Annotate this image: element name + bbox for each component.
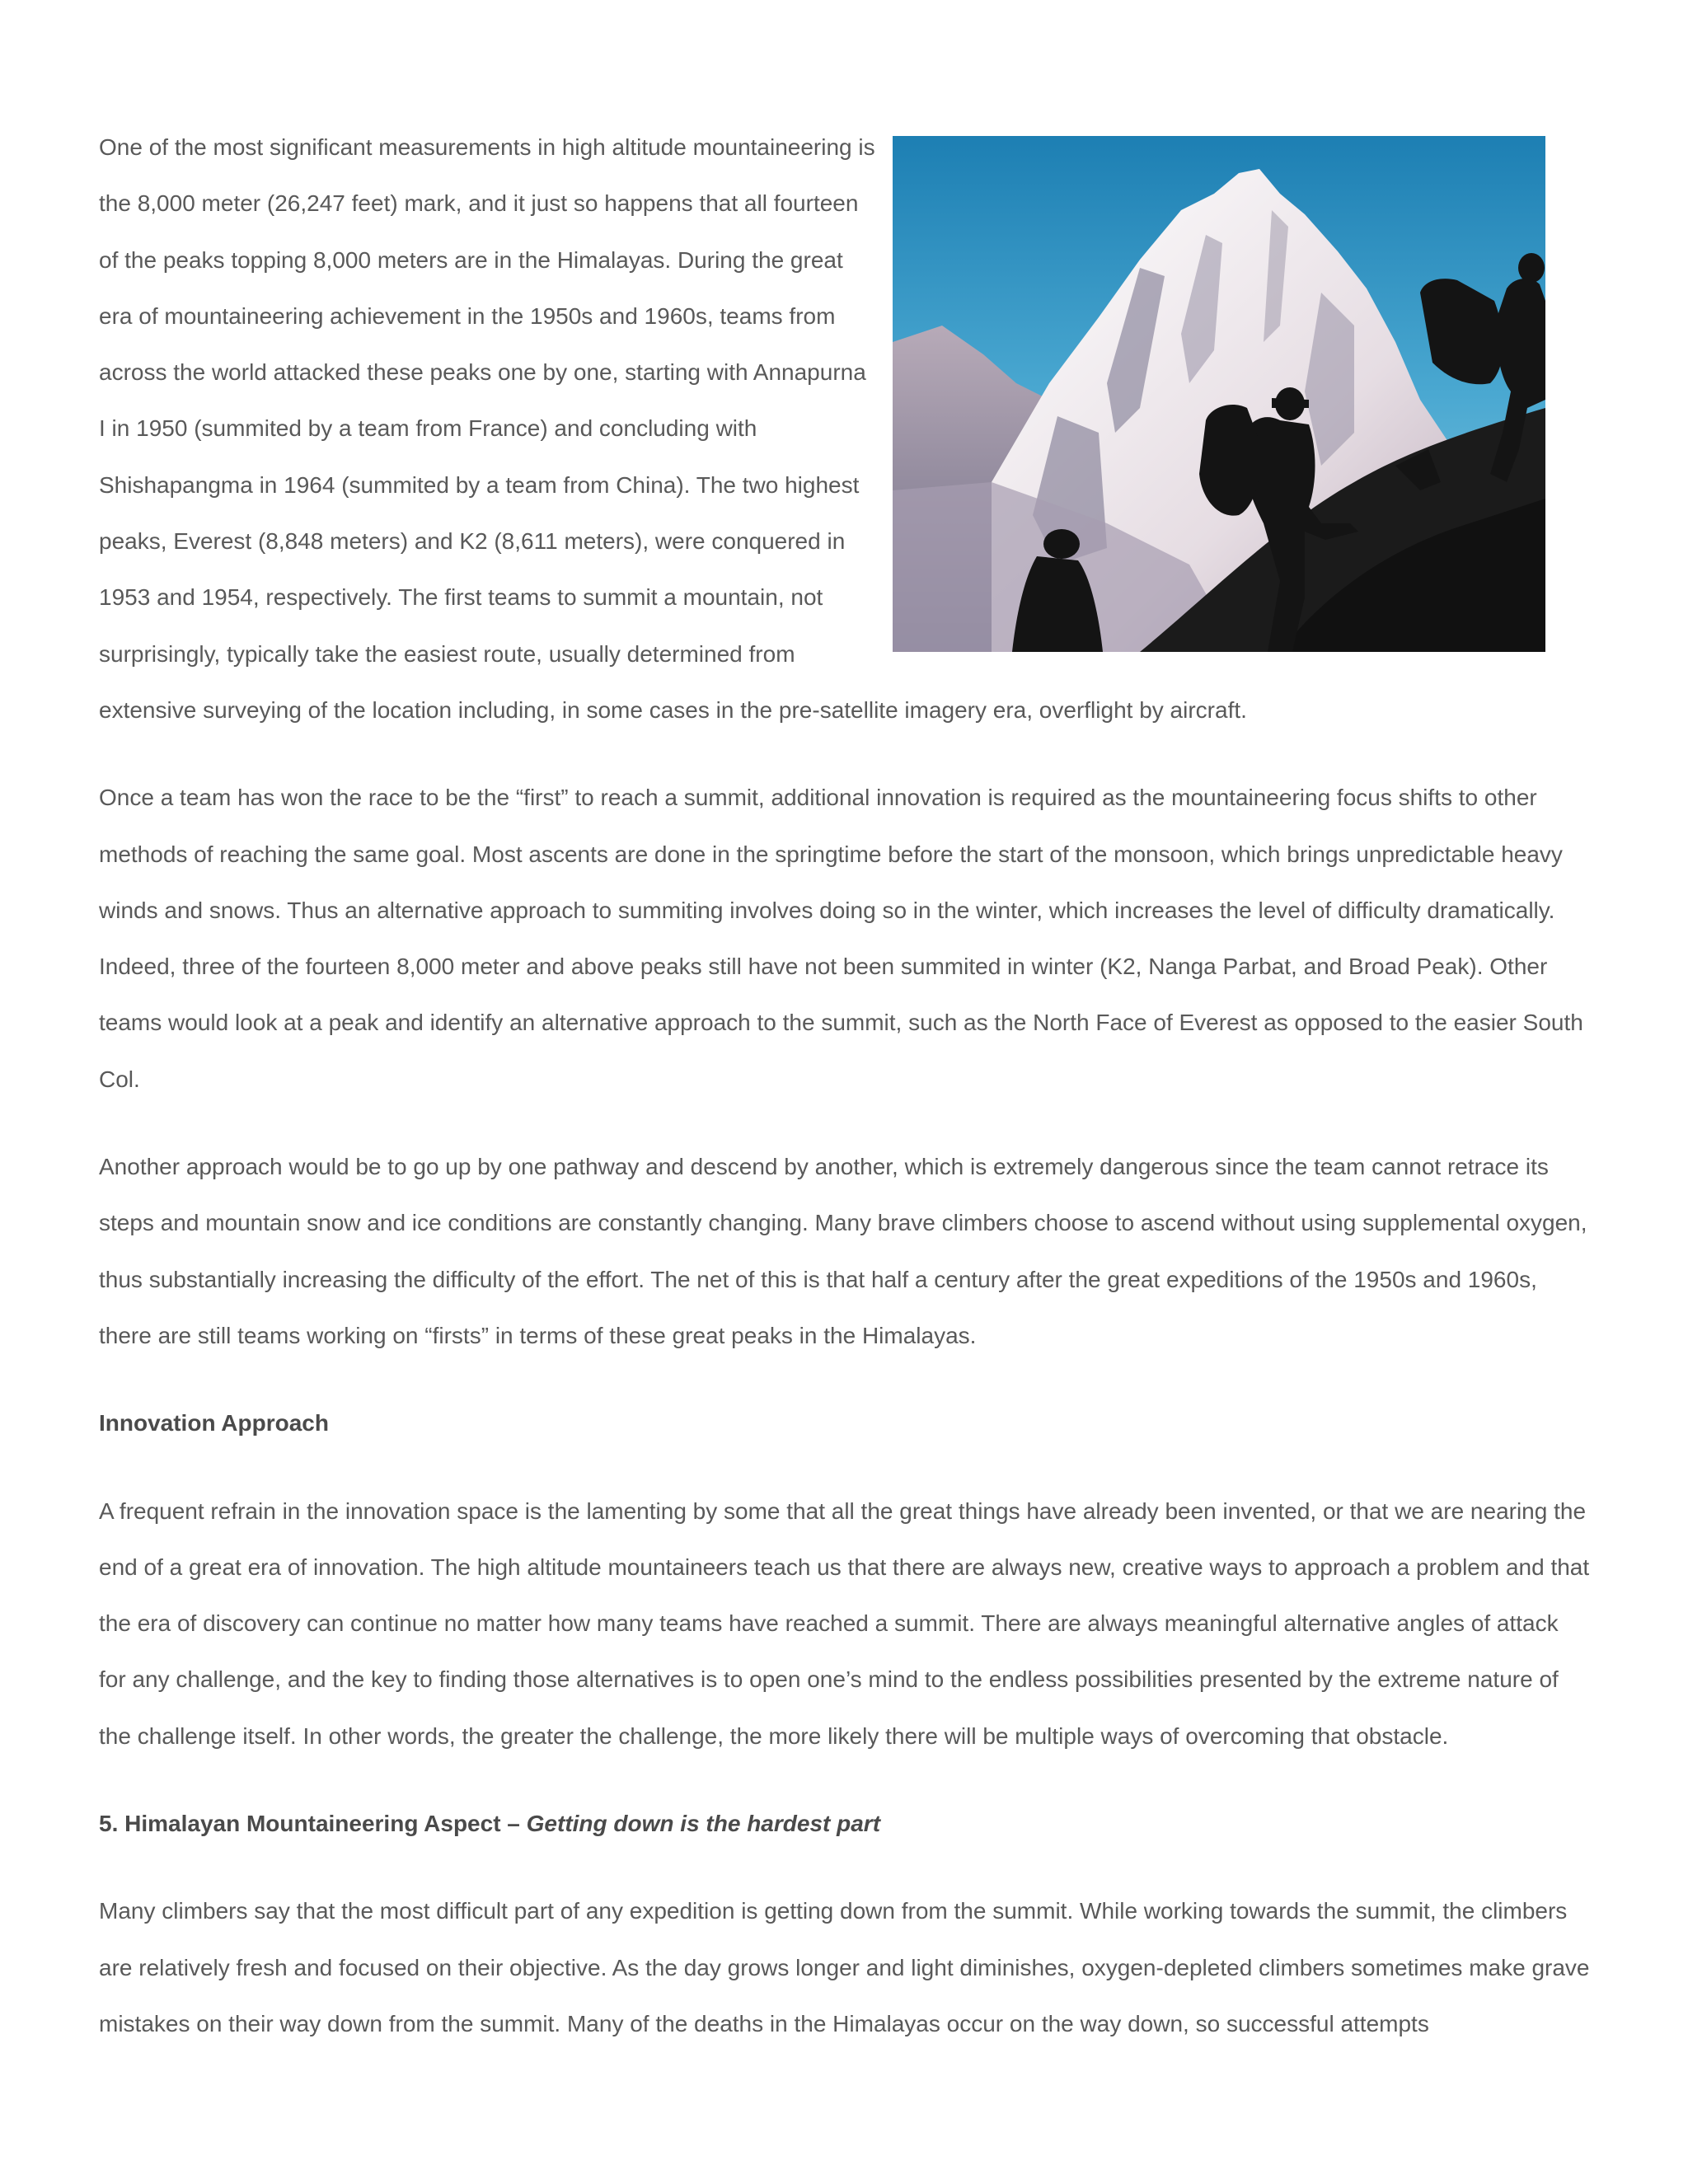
heading-aspect-5-italic: Getting down is the hardest part (526, 1811, 881, 1837)
paragraph-1: One of the most significant measurements in high altitude mountaineering is the 8,000 meter (26,247 feet) mark, and it just so happens that all fourteen of the peaks topping 8,000 meters are in the Himalayas. During the great era of mountaineering achievement in the 1950s and 1960s, teams from across the world attacked these peaks one by one, starting with Annapurna I in 1950 (summited by a team from France) and concluding with Shishapangma in 1964 (summited by a team from China). The two highest peaks, Everest (8,848 meters) and K2 (8,611 meters), were conquered in 1953 and 1954, respectively. The first teams to summit a mountain, not surprisingly, typically take the easiest route, usually determined from extensive surveying of the location including, in some cases in the pre-satellite imagery era, overflight by aircraft. (99, 134, 1247, 723)
paragraph-4: A frequent refrain in the innovation space is the lamenting by some that all the great things have already been invented, or that we are nearing the end of a great era of innovation. The high altitude mountaineers teach us that there are always new, creative ways to approach a problem and that the era of discovery can continue no matter how many teams have reached a summit. There are always meaningful alternative angles of attack for any challenge, and the key to finding those alternatives is to open one’s mind to the endless possibilities presented by the extreme nature of the challenge itself. In other words, the greater the challenge, the more likely there will be multiple ways of overcoming that obstacle. (99, 1497, 1590, 1749)
paragraph-3: Another approach would be to go up by one pathway and descend by another, which is extremely dangerous since the team cannot retrace its steps and mountain snow and ice conditions are constantly changing. Many brave climbers choose to ascend without using supplemental oxygen, thus substantially increasing the difficulty of the effort. The net of this is that half a century after the great expeditions of the 1950s and 1960s, there are still teams working on “firsts” in terms of these great peaks in the Himalayas. (99, 1154, 1587, 1348)
heading-innovation-approach: Innovation Approach (99, 1410, 329, 1436)
heading-aspect-5 (99, 1796, 1591, 1852)
paragraph-5: Many climbers say that the most difficult part of any expedition is getting down from the summit. While working towards the summit, the climbers are relatively fresh and focused on their objective. As the day grows longer and light diminishes, oxygen-depleted climbers sometimes make grave mistakes on their way down from the summit. Many of the deaths in the Himalayas occur on the way down, so successful attempts (99, 1898, 1590, 2036)
mountain-climbers-photo-icon (893, 136, 1545, 652)
document-page (99, 120, 1591, 2083)
mountain-climbers-photo (893, 136, 1545, 652)
paragraph-2: Once a team has won the race to be the “first” to reach a summit, additional innovation is required as the mountaineering focus shifts to other methods of reaching the same goal. Most ascents are done in the springtime before the start of the monsoon, which brings unpredictable heavy winds and snows. Thus an alternative approach to summiting involves doing so in the winter, which increases the level of difficulty dramatically. Indeed, three of the fourteen 8,000 meter and above peaks still have not been summited in winter (K2, Nanga Parbat, and Broad Peak). Other teams would look at a peak and identify an alternative approach to the summit, such as the North Face of Everest as opposed to the easier South Col. (99, 785, 1583, 1092)
heading-aspect-5-prefix: 5. Himalayan Mountaineering Aspect – (99, 1811, 527, 1837)
